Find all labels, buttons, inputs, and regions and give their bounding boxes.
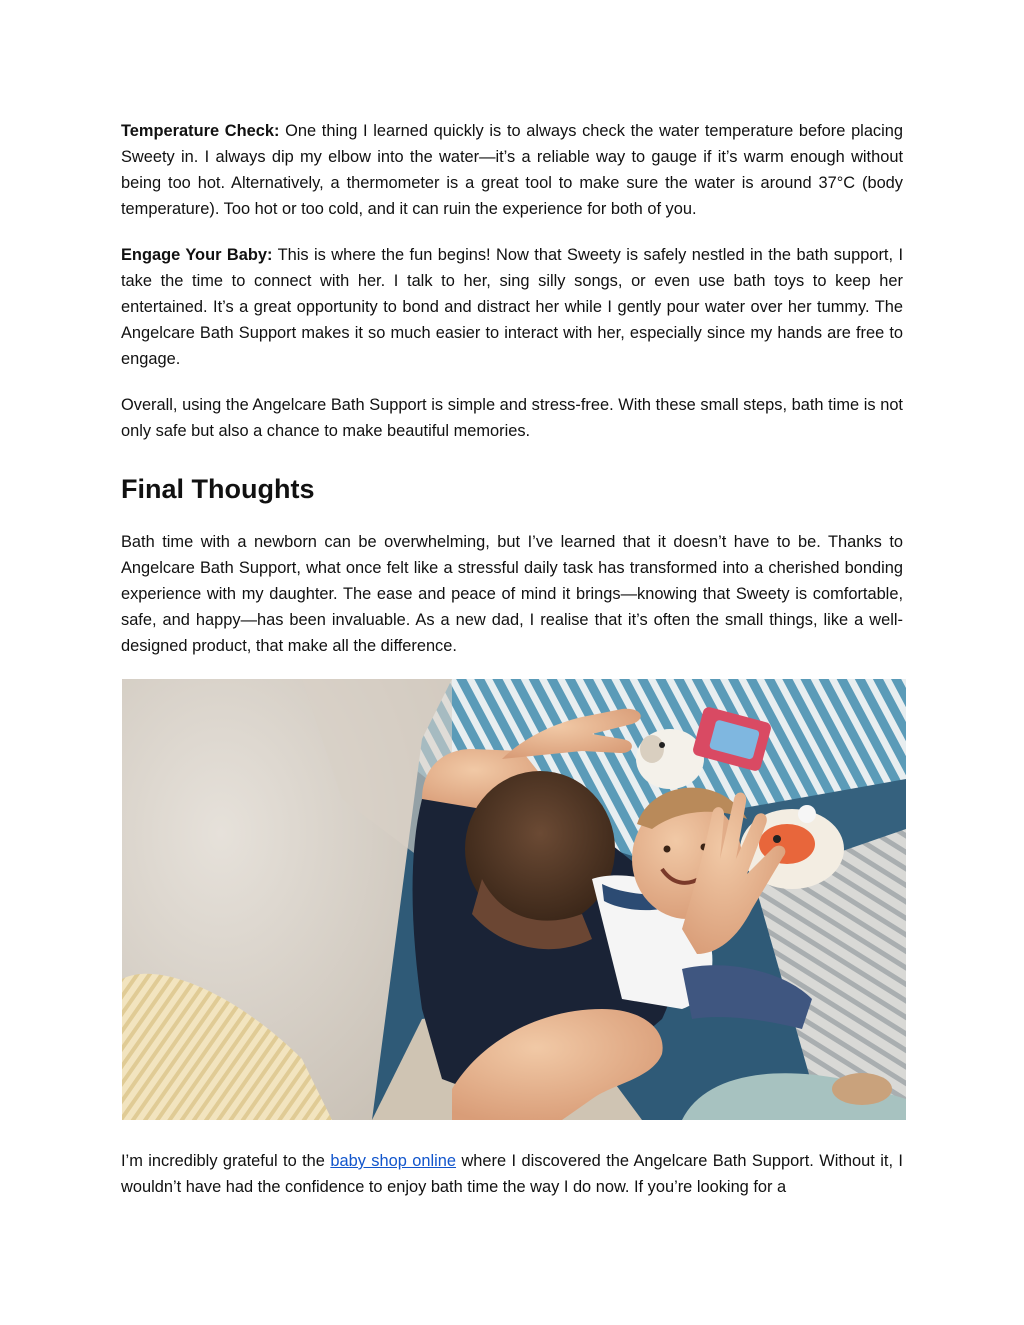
final-thoughts-heading: Final Thoughts [121,474,315,504]
baby-shop-online-link[interactable]: baby shop online [330,1152,457,1170]
temperature-check-paragraph [121,118,903,222]
temperature-check-label: Temperature Check: [121,122,280,140]
closing-text-start: I’m incredibly grateful to the [121,1152,331,1170]
overall-paragraph: Overall, using the Angelcare Bath Support is simple and stress-free. With these small steps, bath time is not only safe but also a chance to make beautiful memories. [121,396,903,440]
father-baby-photo [122,679,906,1120]
father-baby-illustration [122,679,906,1120]
toy-sheep [636,729,704,789]
engage-baby-paragraph [121,242,903,372]
document-page [121,118,903,1220]
closing-text-end: where I discovered the Angelcare Bath Support. Without it, I wouldn’t have had the confidence to enjoy bath time the way I do now. If you’re looking for a [121,1152,903,1196]
engage-baby-text: This is where the fun begins! Now that Sweety is safely nestled in the bath support, I take the time to connect with her. I talk to her, sing silly songs, or even use bath toys to keep her entertained. It’s a great opportunity to bond and distract her while I gently pour water over her tummy. The Angelcare Bath Support makes it so much easier to interact with her, especially since my hands are free to engage. [121,246,904,368]
temperature-check-text: One thing I learned quickly is to always check the water temperature before placing Sweety in. I always dip my elbow into the water—it’s a reliable way to gauge if it’s warm enough without being too hot. Alternatively, a thermometer is a great tool to make sure the water is around 37°C (body temperature). Too hot or too cold, and it can ruin the experience for both of you. [121,122,904,218]
closing-paragraph [121,1148,903,1200]
engage-baby-label: Engage Your Baby: [121,246,273,264]
final-thoughts-paragraph: Bath time with a newborn can be overwhelming, but I’ve learned that it doesn’t have to be. Thanks to Angelcare Bath Support, what once felt like a stressful daily task has transformed into a cherished bonding experience with my daughter. The ease and peace of mind it brings—knowing that Sweety is comfortable, safe, and happy—has been invaluable. As a new dad, I realise that it’s often the small things, like a well-designed product, that make all the difference. [121,533,903,655]
